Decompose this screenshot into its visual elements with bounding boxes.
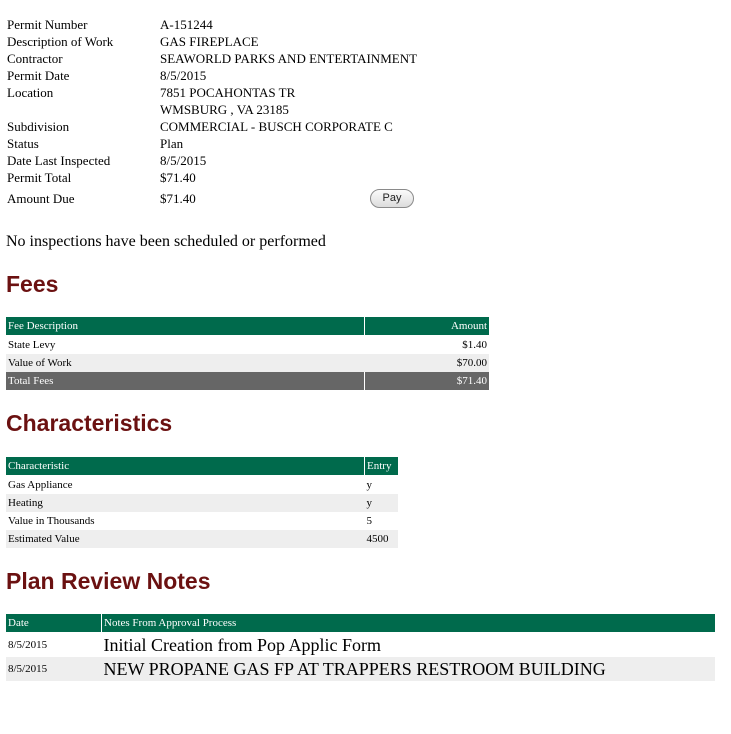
contractor-value: SEAWORLD PARKS AND ENTERTAINMENT [160,51,418,66]
description-label: Description of Work [7,34,114,49]
fee-description-cell: State Levy [8,339,56,351]
entry-cell: y [366,479,372,491]
description-row [7,33,607,50]
location-label: Location [7,85,54,100]
table-row [6,512,398,530]
table-row [6,657,715,681]
fee-description-header: Fee Description [6,317,365,336]
note-date-cell: 8/5/2015 [8,639,48,651]
plan-review-header-row [6,614,715,633]
table-row [6,354,489,372]
subdivision-row [7,118,607,135]
characteristics-header-row [6,457,398,476]
permit-total-label: Permit Total [7,170,72,185]
location-line1: 7851 POCAHONTAS TR [160,85,296,100]
table-row [6,494,398,512]
total-fees-amount: $71.40 [365,372,490,390]
contractor-label: Contractor [7,51,63,66]
subdivision-label: Subdivision [7,119,70,134]
permit-total-row [7,169,607,186]
fee-description-cell: Value of Work [6,354,365,372]
amount-due-row [7,186,607,211]
amount-due-amount: $71.40 [160,191,196,206]
note-text-cell: NEW PROPANE GAS FP AT TRAPPERS RESTROOM BUILDING [102,657,716,681]
table-row [6,336,489,355]
subdivision-value: COMMERCIAL - BUSCH CORPORATE C [160,119,393,134]
total-fees-label: Total Fees [6,372,365,390]
characteristic-cell: Gas Appliance [8,479,73,491]
table-row [6,530,398,548]
permit-number-row [7,16,607,33]
permit-number-label: Permit Number [7,17,88,32]
inspections-message: No inspections have been scheduled or performed [6,233,326,250]
entry-cell: y [365,494,399,512]
contractor-row [7,50,607,67]
table-row [6,476,398,495]
entry-header: Entry [365,457,399,476]
date-header: Date [6,614,102,633]
permit-total-value: $71.40 [160,170,196,185]
plan-review-table [6,614,715,681]
status-label: Status [7,136,39,151]
permit-date-value: 8/5/2015 [160,68,207,83]
location-line2: WMSBURG , VA 23185 [160,102,289,117]
amount-header: Amount [365,317,490,336]
location-row [7,84,607,118]
permit-info [7,16,607,211]
notes-header: Notes From Approval Process [102,614,716,633]
entry-cell: 5 [366,515,372,527]
note-date-cell: 8/5/2015 [6,657,102,681]
description-value: GAS FIREPLACE [160,34,259,49]
status-row [7,135,607,152]
location-value [160,84,295,118]
amount-due-label: Amount Due [7,191,75,206]
status-value: Plan [160,136,184,151]
fees-heading: Fees [6,271,59,297]
characteristic-header: Characteristic [6,457,365,476]
date-last-inspected-value: 8/5/2015 [160,153,207,168]
table-row [6,633,715,658]
characteristic-cell: Estimated Value [6,530,365,548]
characteristic-cell: Value in Thousands [8,515,95,527]
entry-cell: 4500 [365,530,399,548]
total-fees-row [6,372,489,390]
date-last-inspected-label: Date Last Inspected [7,153,111,168]
permit-date-label: Permit Date [7,68,70,83]
fees-header-row [6,317,489,336]
fee-amount-cell: $70.00 [365,354,490,372]
characteristics-table [6,457,398,548]
fee-amount-cell: $1.40 [462,339,487,351]
note-text-cell: Initial Creation from Pop Applic Form [103,634,381,655]
plan-review-heading: Plan Review Notes [6,568,211,594]
characteristic-cell: Heating [6,494,365,512]
permit-date-row [7,67,607,84]
fees-table [6,317,489,390]
date-last-inspected-row [7,152,607,169]
amount-due-value [160,186,402,211]
characteristics-heading: Characteristics [6,410,173,436]
permit-number-value: A-151244 [160,17,213,32]
pay-button[interactable]: Pay [370,189,414,208]
